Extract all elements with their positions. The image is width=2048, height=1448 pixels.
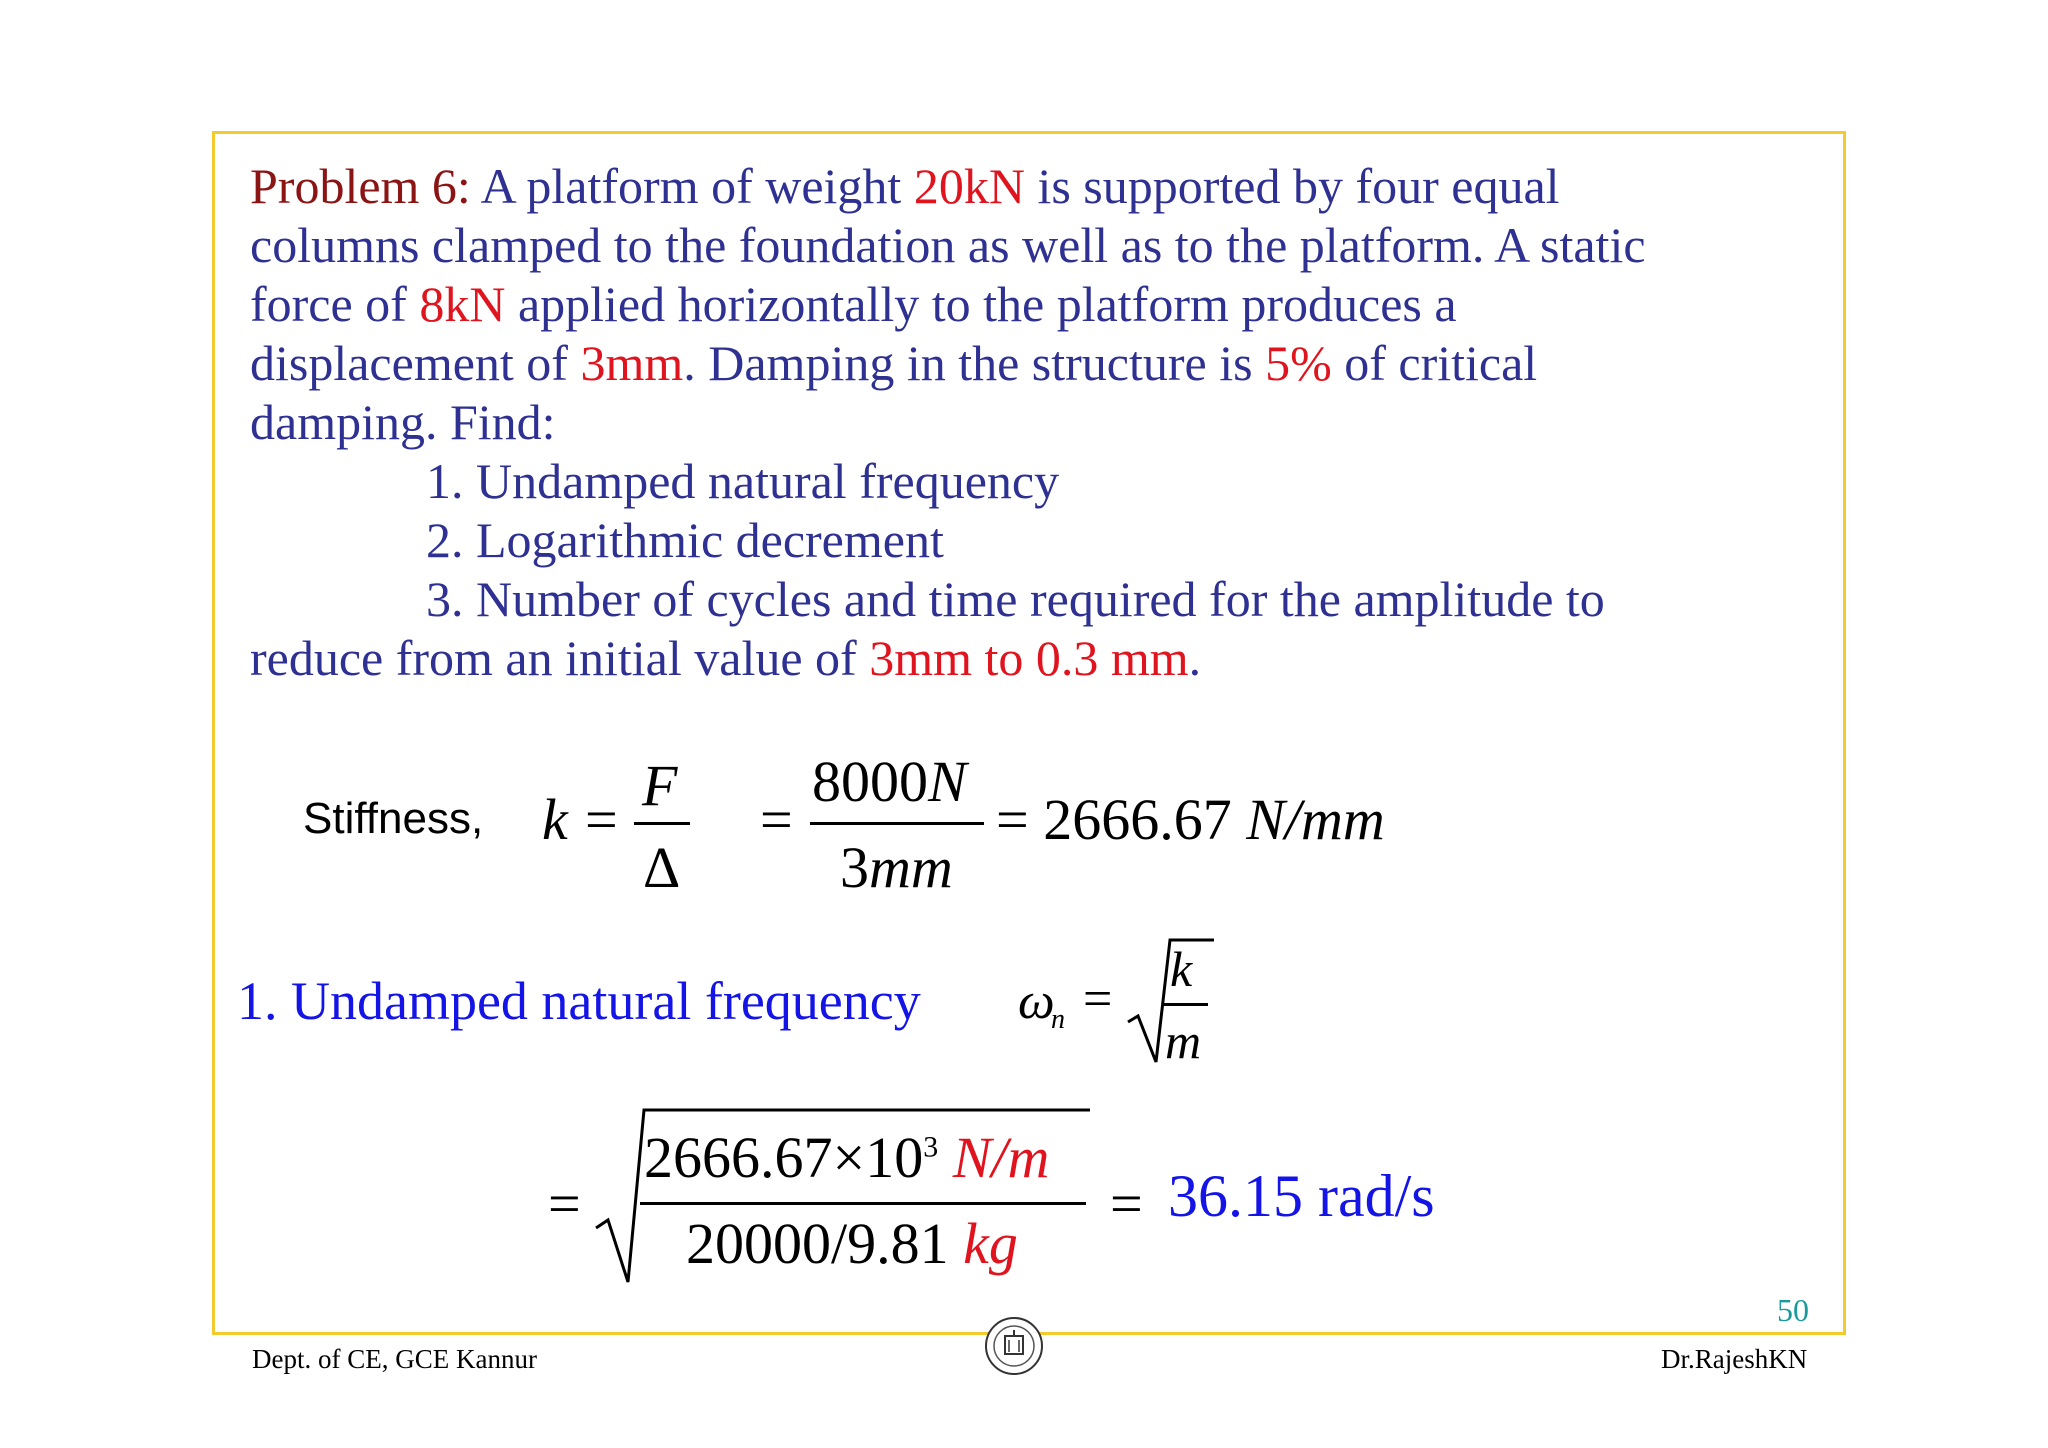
stiffness-result-unit: N/mm <box>1246 787 1385 852</box>
equals-sign: = <box>1110 1171 1143 1236</box>
text-segment: applied horizontally to the platform produces a <box>505 276 1457 332</box>
problem-line-3 <box>250 275 1810 334</box>
calc-denominator <box>686 1210 1018 1277</box>
fraction-bar <box>1164 1003 1208 1006</box>
denominator-value: 3 <box>840 835 869 900</box>
force-value: 8kN <box>419 276 506 332</box>
stiffness-result-value: = 2666.67 <box>996 787 1232 852</box>
text-segment: . Damping in the structure is <box>683 335 1266 391</box>
numerator-value: 8000 <box>812 749 928 814</box>
exponent: 3 <box>923 1130 939 1164</box>
stiffness-numerator <box>812 748 967 815</box>
force-symbol: F <box>642 753 678 818</box>
fraction-bar <box>810 822 984 825</box>
college-emblem-icon <box>983 1312 1045 1384</box>
displacement-value: 3mm <box>580 335 684 391</box>
text-segment: is supported by four equal <box>1024 158 1560 214</box>
fraction-bar <box>634 822 690 825</box>
weight-value: 20kN <box>913 158 1025 214</box>
problem-line-5: damping. Find: <box>250 394 556 450</box>
denominator-unit: kg <box>963 1211 1018 1276</box>
problem-line-1 <box>250 157 1810 216</box>
problem-line-9 <box>250 629 1810 688</box>
calc-numerator <box>644 1124 1049 1191</box>
problem-label: Problem 6: <box>250 158 471 214</box>
numerator-unit: N <box>928 749 967 814</box>
problem-statement <box>250 157 1810 688</box>
problem-line-2: columns clamped to the foundation as well as to the platform. A static <box>250 217 1646 273</box>
denominator-value: 20000/9.81 <box>686 1211 949 1276</box>
stiffness-k: k <box>542 787 568 852</box>
problem-line-4 <box>250 334 1810 393</box>
text-segment: . <box>1188 630 1202 686</box>
page-number: 50 <box>1777 1292 1809 1328</box>
subscript-n: n <box>1051 1004 1065 1035</box>
equals-sign: = <box>1083 971 1113 1028</box>
equals-sign: = <box>548 1171 581 1236</box>
text-segment: A platform of weight <box>470 158 914 214</box>
equals-sign: = <box>760 787 793 852</box>
frequency-result: 36.15 rad/s <box>1168 1163 1435 1229</box>
equals-sign: = <box>585 787 618 852</box>
text-segment: of critical <box>1331 335 1538 391</box>
delta-symbol: Δ <box>643 835 681 900</box>
stiffness-label: Stiffness, <box>303 794 484 843</box>
stiffness-result <box>996 786 1385 853</box>
text-segment: displacement of <box>250 335 581 391</box>
k-symbol: k <box>1170 941 1193 997</box>
stiffness-denominator <box>840 834 953 901</box>
frequency-heading: 1. Undamped natural frequency <box>237 971 921 1031</box>
denominator-unit: mm <box>869 835 953 900</box>
text-segment: reduce from an initial value of <box>250 630 870 686</box>
footer-author: Dr.RajeshKN <box>1661 1344 1808 1374</box>
find-item-3: 3. Number of cycles and time required for the amplitude to <box>426 571 1605 627</box>
text-segment: force of <box>250 276 420 332</box>
find-item-1: 1. Undamped natural frequency <box>426 453 1060 509</box>
numerator-value: 2666.67×10 <box>644 1125 924 1190</box>
omega-symbol: ω <box>1018 973 1055 1030</box>
damping-value: 5% <box>1265 335 1332 391</box>
amplitude-range: 3mm to 0.3 mm <box>869 630 1189 686</box>
numerator-unit: N/m <box>952 1125 1050 1190</box>
fraction-bar <box>640 1202 1086 1205</box>
m-symbol: m <box>1165 1013 1202 1069</box>
find-item-2: 2. Logarithmic decrement <box>426 512 944 568</box>
footer-department: Dept. of CE, GCE Kannur <box>252 1344 537 1374</box>
